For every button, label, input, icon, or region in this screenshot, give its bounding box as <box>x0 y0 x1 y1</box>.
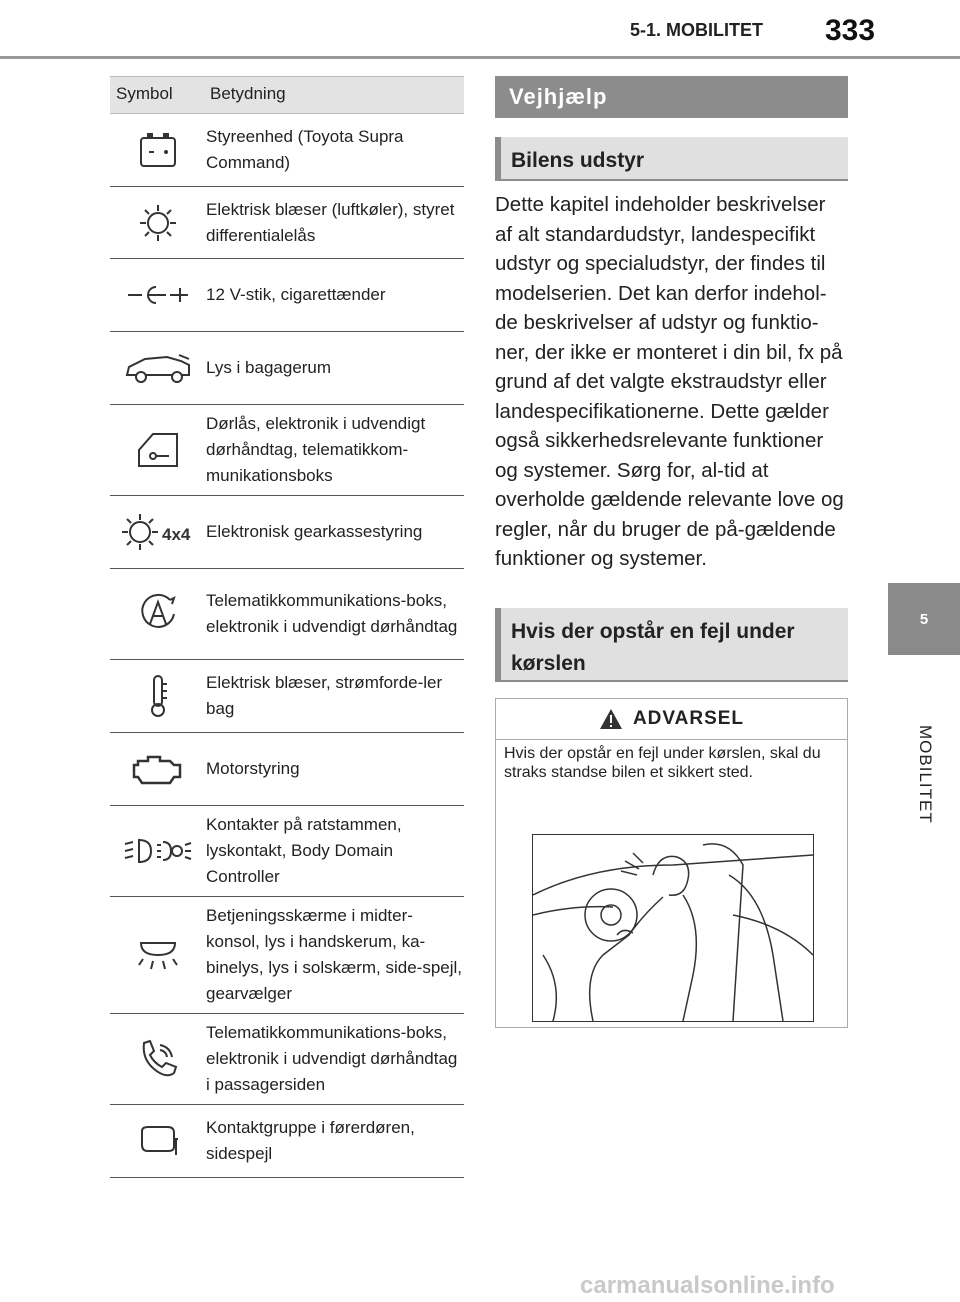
table-row <box>110 1014 464 1105</box>
phone-icon <box>110 1037 206 1081</box>
gear-4x4-label: 4x4 <box>162 525 191 544</box>
mirror-icon <box>110 1125 206 1157</box>
warning-text: Hvis der opstår en fejl under kørslen, skal du straks standse bilen et sikkert sted. <box>504 745 821 781</box>
control-unit-icon <box>110 130 206 170</box>
car-trunk-icon <box>110 351 206 385</box>
row-text: Betjeningsskærme i midter-konsol, lys i handskerum, ka-binelys, lys i solskærm, side-spejl, gearvælger <box>206 906 463 1003</box>
table-row <box>110 187 464 259</box>
section-title: 5-1. MOBILITET <box>630 20 764 40</box>
driver-illustration <box>532 834 814 1022</box>
row-text: Styreenhed (Toyota Supra Command) <box>206 127 404 172</box>
row-text: Kontaktgruppe i førerdøren, sidespejl <box>206 1118 415 1163</box>
socket-plug-icon <box>110 283 206 307</box>
chapter-tab[interactable] <box>888 583 960 655</box>
interior-light-icon <box>110 937 206 973</box>
subheading-equipment: Bilens udstyr <box>495 137 848 181</box>
row-text: Elektronisk gearkassestyring <box>206 522 423 541</box>
table-row <box>110 569 464 660</box>
table-row <box>110 806 464 897</box>
table-row <box>110 1105 464 1178</box>
table-row <box>110 332 464 405</box>
table-row <box>110 496 464 569</box>
main-heading: Vejhjælp <box>495 76 848 118</box>
table-row <box>110 114 464 187</box>
engine-icon <box>110 751 206 787</box>
door-key-icon <box>110 430 206 470</box>
thermometer-icon <box>110 674 206 718</box>
table-row <box>110 897 464 1014</box>
row-text: Lys i bagagerum <box>206 358 332 377</box>
gear-4x4-icon <box>110 512 206 552</box>
row-text: Elektrisk blæser, strømforde-ler bag <box>206 673 443 718</box>
header-divider <box>0 56 960 59</box>
row-text: Telematikkommunikations-boks, elektronik i udvendigt dørhåndtag <box>206 591 458 636</box>
warning-box <box>495 698 848 1028</box>
chapter-number: 5 <box>919 610 929 628</box>
body-paragraph: Dette kapitel indeholder beskrivelser af alt standardudstyr, landespecifikt udstyr og specialudstyr, der findes til modelserien. Det kan derfor indehol-de beskrivelser af udstyr og funktio-ner, der ikke er monteret i din bil, fx på grund af det valgte ekstraudstyr eller landespecifikationerne. Dette gælder også sikkerhedsrelevante funktioner og systemer. Sørg for, al-tid at overholde gældende relevante love og regler, når du bruger de på-gældende funktioner og systemer. <box>495 193 844 570</box>
column-header-meaning: Betydning <box>210 84 286 103</box>
chapter-label: MOBILITET <box>916 725 935 824</box>
page-number: 333 <box>825 14 876 47</box>
auto-a-icon <box>110 592 206 636</box>
table-row <box>110 405 464 496</box>
table-row <box>110 259 464 332</box>
row-text: Elektrisk blæser (luftkøler), styret differentialelås <box>206 199 455 245</box>
watermark: carmanualsonline.info <box>580 1272 835 1299</box>
row-text: Kontakter på ratstammen, lyskontakt, Body Domain Controller <box>206 815 402 886</box>
gear-sun-icon <box>110 203 206 243</box>
table-row <box>110 660 464 733</box>
row-text: 12 V-stik, cigarettænder <box>206 285 386 304</box>
subheading-malfunction: Hvis der opstår en fejl under kørslen <box>495 608 848 682</box>
headlight-icon <box>110 834 206 868</box>
warning-title: ADVARSEL <box>632 708 745 729</box>
column-header-symbol: Symbol <box>116 84 173 103</box>
warning-header <box>496 699 847 740</box>
table-row <box>110 733 464 806</box>
row-text: Dørlås, elektronik i udvendigt dørhåndtag, telematikkom-munikationsboks <box>206 414 426 485</box>
symbol-table <box>110 76 464 1178</box>
warning-triangle-icon <box>599 708 623 730</box>
table-header <box>110 76 464 114</box>
row-text: Motorstyring <box>206 759 300 778</box>
row-text: Telematikkommunikations-boks, elektronik i udvendigt dørhåndtag i passagersiden <box>206 1023 458 1094</box>
